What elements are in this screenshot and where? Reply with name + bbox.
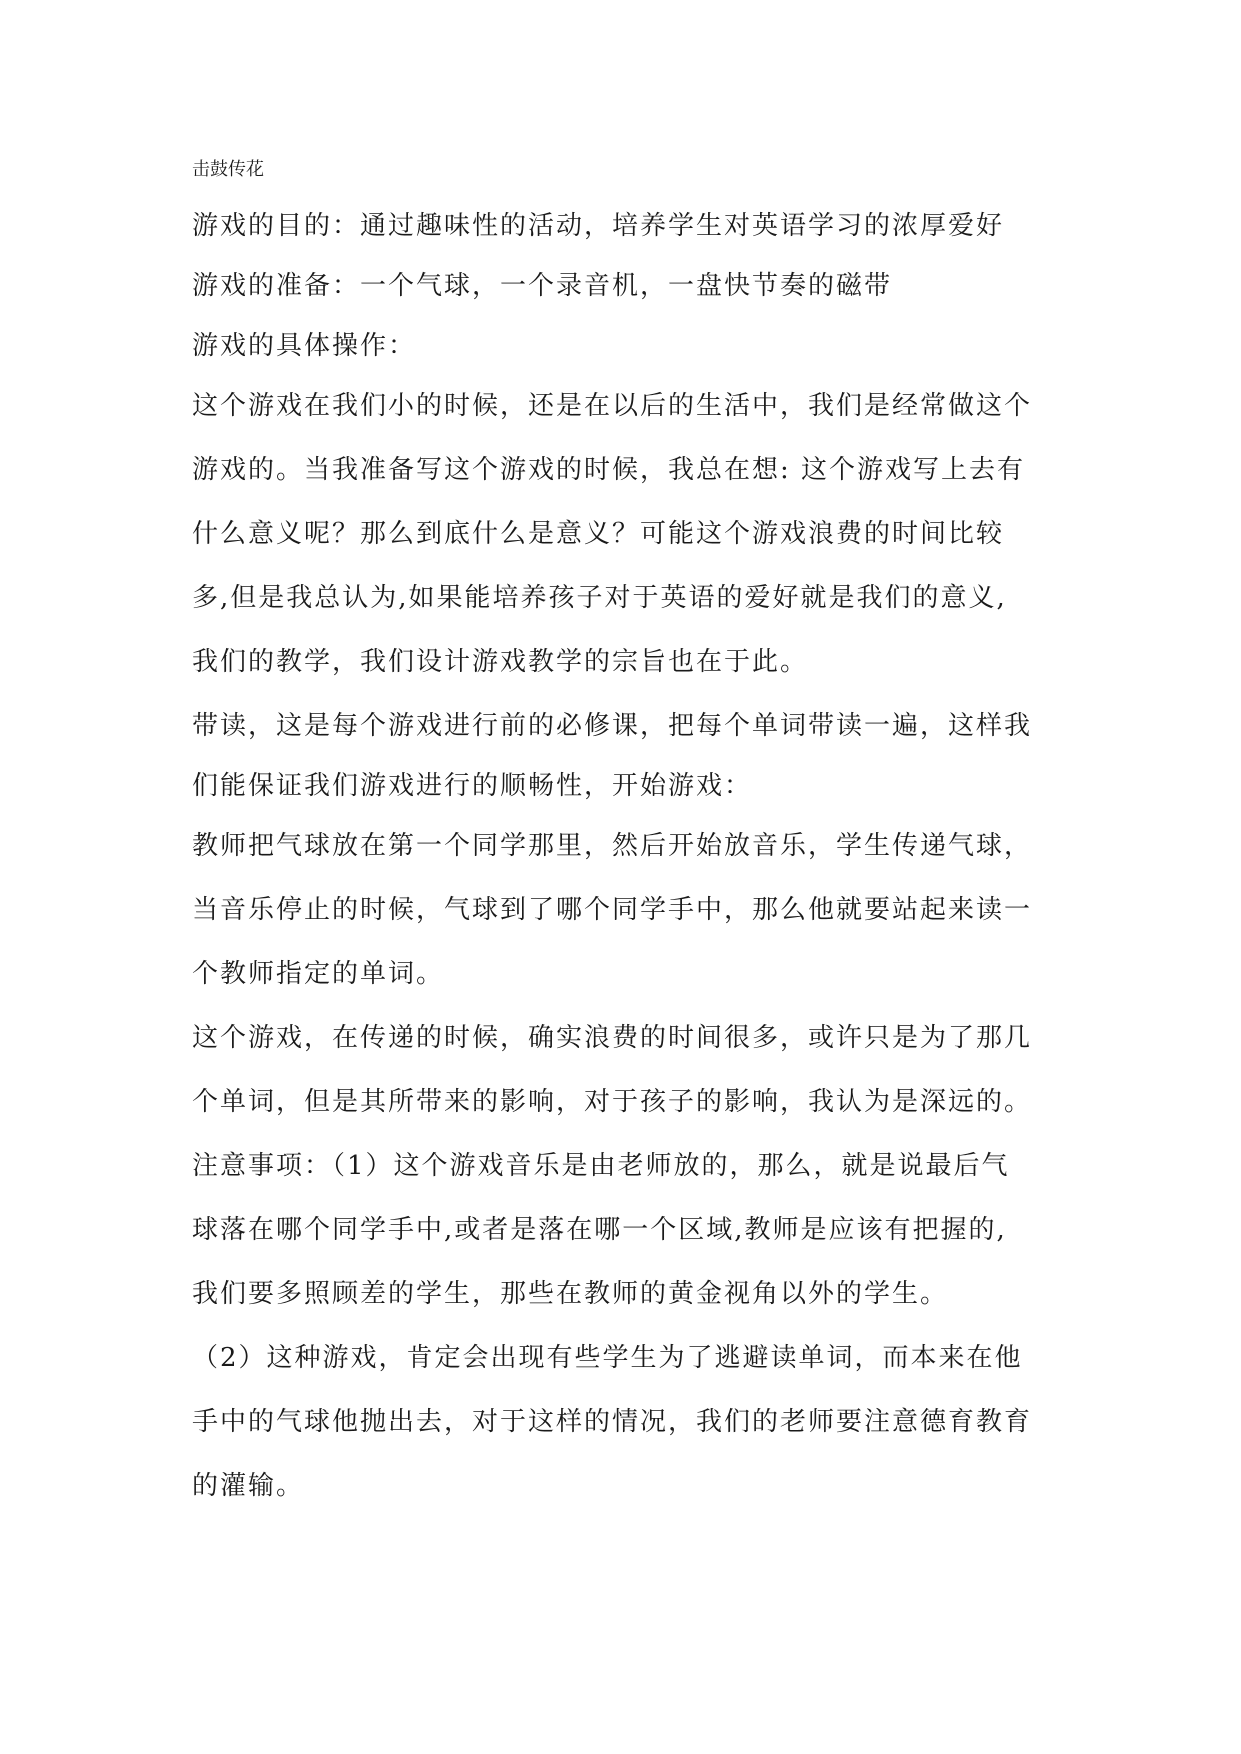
text-line: 我们要多照顾差的学生，那些在教师的黄金视角以外的学生。 [192,1279,949,1309]
text-line: 球落在哪个同学手中,或者是落在哪一个区域,教师是应该有把握的, [192,1215,1007,1245]
text-line: 这个游戏在我们小的时候，还是在以后的生活中，我们是经常做这个 [192,391,1033,421]
text-line: 手中的气球他抛出去，对于这样的情况，我们的老师要注意德育教育 [192,1407,1033,1437]
text-line: 什么意义呢？那么到底什么是意义？可能这个游戏浪费的时间比较 [192,519,1005,549]
text-line-goal: 游戏的目的：通过趣味性的活动，培养学生对英语学习的浓厚爱好 [192,211,1005,241]
text-line: 游戏的。当我准备写这个游戏的时候，我总在想: 这个游戏写上去有 [192,455,1026,485]
text-line: 带读，这是每个游戏进行前的必修课，把每个单词带读一遍，这样我 [192,711,1033,741]
text-line: 这个游戏，在传递的时候，确实浪费的时间很多，或许只是为了那几 [192,1023,1033,1053]
text-line-operation-heading: 游戏的具体操作： [192,331,417,361]
text-line: 当音乐停止的时候，气球到了哪个同学手中，那么他就要站起来读一 [192,895,1033,925]
text-line-preparation: 游戏的准备：一个气球，一个录音机，一盘快节奏的磁带 [192,271,893,301]
text-line: 教师把气球放在第一个同学那里，然后开始放音乐，学生传递气球， [192,831,1033,861]
text-line: （2）这种游戏，肯定会出现有些学生为了逃避读单词，而本来在他 [192,1343,1023,1373]
text-line: 个教师指定的单词。 [192,959,445,989]
text-line: 多,但是我总认为,如果能培养孩子对于英语的爱好就是我们的意义, [192,583,1007,613]
text-line: 们能保证我们游戏进行的顺畅性，开始游戏： [192,771,753,801]
text-line: 我们的教学，我们设计游戏教学的宗旨也在于此。 [192,647,809,677]
text-line: 个单词，但是其所带来的影响，对于孩子的影响，我认为是深远的。 [192,1087,1033,1117]
document-body [192,150,1056,1518]
document-title: 击鼓传花 [192,159,264,180]
text-line-notes: 注意事项：（1）这个游戏音乐是由老师放的，那么，就是说最后气 [192,1151,1010,1181]
text-line: 的灌输。 [192,1471,305,1501]
